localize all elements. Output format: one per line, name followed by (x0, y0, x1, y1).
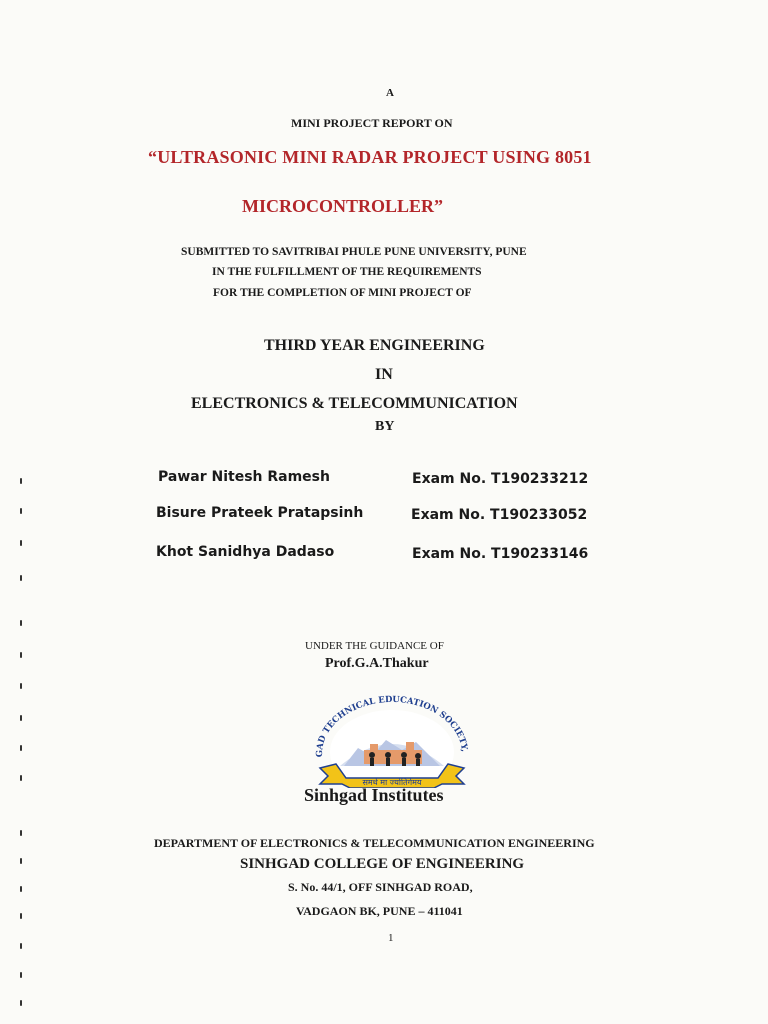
submission-line1: SUBMITTED TO SAVITRIBAI PHULE PUNE UNIVERSITY, PUNE (181, 246, 527, 258)
margin-mark (20, 775, 22, 781)
logo-fort-tower (370, 744, 378, 752)
margin-mark (20, 943, 22, 949)
logo-caption: Sinhgad Institutes (304, 785, 444, 805)
project-title-line1: “ULTRASONIC MINI RADAR PROJECT USING 8051 (148, 147, 592, 167)
project-title-line2: MICROCONTROLLER” (242, 196, 444, 216)
margin-mark (20, 683, 22, 689)
margin-mark (20, 972, 22, 978)
margin-mark (20, 478, 22, 484)
margin-mark (20, 575, 22, 581)
degree-year: THIRD YEAR ENGINEERING (264, 337, 485, 354)
student-name: Khot Sanidhya Dadaso (156, 544, 335, 560)
margin-mark (20, 652, 22, 658)
guidance-label: UNDER THE GUIDANCE OF (305, 640, 444, 652)
margin-mark (20, 745, 22, 751)
degree-branch: ELECTRONICS & TELECOMMUNICATION (191, 395, 518, 412)
logo-ribbon-text: समर्थ मा ज्योतिर्गमय (362, 778, 422, 787)
student-exam-number: Exam No. T190233212 (412, 471, 589, 487)
logo-emblem (306, 692, 478, 788)
margin-mark (20, 540, 22, 546)
margin-mark (20, 1000, 22, 1006)
margin-mark (20, 886, 22, 892)
margin-mark (20, 620, 22, 626)
sinhgad-logo (306, 692, 478, 788)
student-name: Bisure Prateek Pratapsinh (156, 505, 364, 521)
logo-arc-text: GAD TECHNICAL EDUCATION SOCIETY, (314, 694, 469, 758)
guide-name: Prof.G.A.Thakur (325, 656, 429, 671)
margin-mark (20, 715, 22, 721)
college-name: SINHGAD COLLEGE OF ENGINEERING (240, 856, 525, 872)
degree-by: BY (375, 419, 395, 434)
margin-mark (20, 858, 22, 864)
degree-in: IN (375, 366, 393, 383)
student-name: Pawar Nitesh Ramesh (158, 469, 330, 485)
report-type: MINI PROJECT REPORT ON (291, 116, 453, 130)
department-name: DEPARTMENT OF ELECTRONICS & TELECOMMUNICATION ENGINEERING (154, 836, 595, 850)
margin-mark (20, 830, 22, 836)
student-exam-number: Exam No. T190233052 (411, 507, 588, 523)
logo-fort-tower (406, 742, 414, 752)
address-line1: S. No. 44/1, OFF SINHGAD ROAD, (288, 880, 473, 894)
submission-line2: IN THE FULFILLMENT OF THE REQUIREMENTS (212, 266, 482, 278)
header-letter: A (386, 87, 394, 99)
student-exam-number: Exam No. T190233146 (412, 546, 589, 562)
page-number: 1 (388, 932, 394, 944)
margin-mark (20, 508, 22, 514)
margin-mark (20, 913, 22, 919)
address-line2: VADGAON BK, PUNE – 411041 (296, 904, 463, 918)
submission-line3: FOR THE COMPLETION OF MINI PROJECT OF (213, 287, 472, 299)
